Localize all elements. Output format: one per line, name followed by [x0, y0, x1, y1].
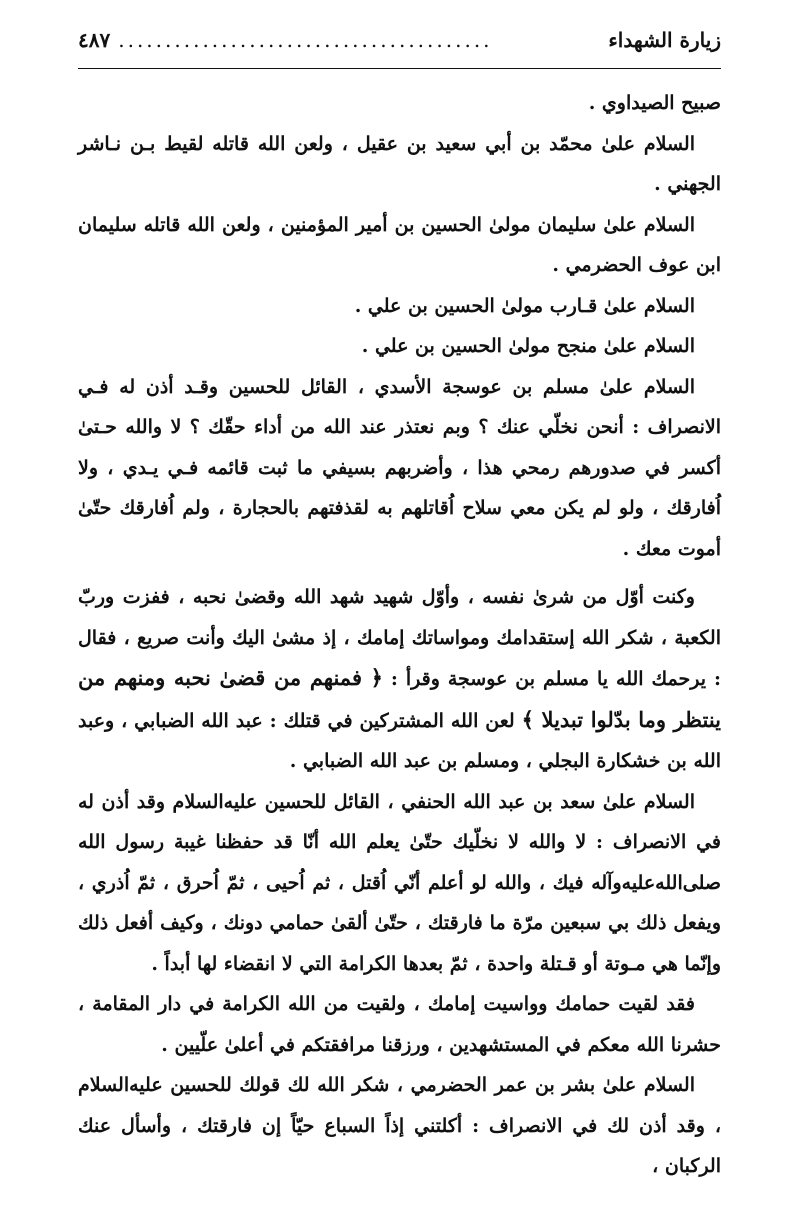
paragraph: السلام علىٰ سعد بن عبد الله الحنفي ، القائل للحسين عليه‌السلام وقد أذن له في الانصراف : لا والله لا نخلّيك حتّىٰ يعلم الله أنّا قد حفظنا غيبة رسول الله صلى‌الله‌عليه‌وآله فيك ، والله لو أعلم أنّي اُقتل ، ثم اُحيى ، ثمّ اُحرق ، ثمّ اُذري ، ويفعل ذلك بي سبعين مرّة ما فارقتك ، حتّىٰ ألقىٰ حمامي دونك ، وكيف أفعل ذلك وإنّما هي مـوتة أو قـتلة واحدة ، ثمّ بعدها الكرامة التي لا انقضاء لها أبداً . [78, 790, 721, 975]
paragraph-with-verse [78, 577, 721, 782]
document-page [78, 28, 721, 1187]
running-title: زيارة الشهداء [608, 28, 721, 52]
page-number: ٤٨٧ [78, 28, 111, 52]
paragraph-text: وكنت أوّل من شرىٰ نفسه ، وأوّل شهيد شهد الله وقضىٰ نحبه ، ففزت وربّ الكعبة ، شكر الله إستقدامك ومواساتك إمامك ، إذ مشىٰ اليك وأنت صريع ، فقال : يرحمك الله يا مسلم بن عوسجة وقرأ : [78, 586, 721, 690]
leader-dots: ........................................ [118, 28, 493, 52]
paragraph: السلام علىٰ بشر بن عمر الحضرمي ، شكر الله لك قولك للحسين عليه‌السلام ، وقد أذن لك في الانصراف : أكلتني إذاً السباع حيّاً إن فارقتك ، وأسأل عنك الركبان ، [78, 1074, 721, 1177]
paragraph: السلام علىٰ سليمان مولىٰ الحسين بن أمير المؤمنين ، ولعن الله قاتله سليمان ابن عوف الحضرمي . [78, 213, 721, 276]
paragraph-gap [78, 569, 721, 577]
page-body [78, 83, 721, 1187]
paragraph: فقد لقيت حمامك وواسيت إمامك ، ولقيت من الله الكرامة في دار المقامة ، حشرنا الله معكم في المستشهدين ، ورزقنا مرافقتكم في أعلىٰ علّيين . [78, 993, 721, 1056]
page-header [78, 28, 721, 69]
paragraph-text: لعن الله المشتركين في قتلك : عبد الله الضبابي ، وعبد الله بن خشكارة البجلي ، ومسلم بن عبد الله الضبابي . [78, 709, 721, 772]
quran-verse: ﴿ فمنهم من قضىٰ نحبه ومنهم من ينتظر وما بدّلوا تبديلا ﴾ [78, 665, 721, 732]
paragraph: السلام علىٰ قـارب مولىٰ الحسين بن علي . [354, 294, 695, 317]
paragraph: السلام علىٰ مسلم بن عوسجة الأسدي ، القائل للحسين وقـد أذن له فـي الانصراف : أنحن نخلّي عنك ؟ وبم نعتذر عند الله من أداء حقّك ؟ لا والله حـتىٰ أكسر في صدورهم رمحي هذا ، وأضربهم بسيفي ما ثبت قائمه فـي يـدي ، ولا اُفارقك ، ولو لم يكن معي سلاح اُقاتلهم به لقذفتهم بالحجارة ، ولم اُفارقك حتّىٰ أموت معك . [78, 375, 721, 560]
paragraph: السلام علىٰ منجح مولىٰ الحسين بن علي . [361, 335, 695, 357]
paragraph: السلام علىٰ محمّد بن أبي سعيد بن عقيل ، ولعن الله قاتله لقيط بـن نـاشر الجهني . [78, 132, 721, 195]
paragraph: صبيح الصيداوي . [588, 92, 721, 114]
